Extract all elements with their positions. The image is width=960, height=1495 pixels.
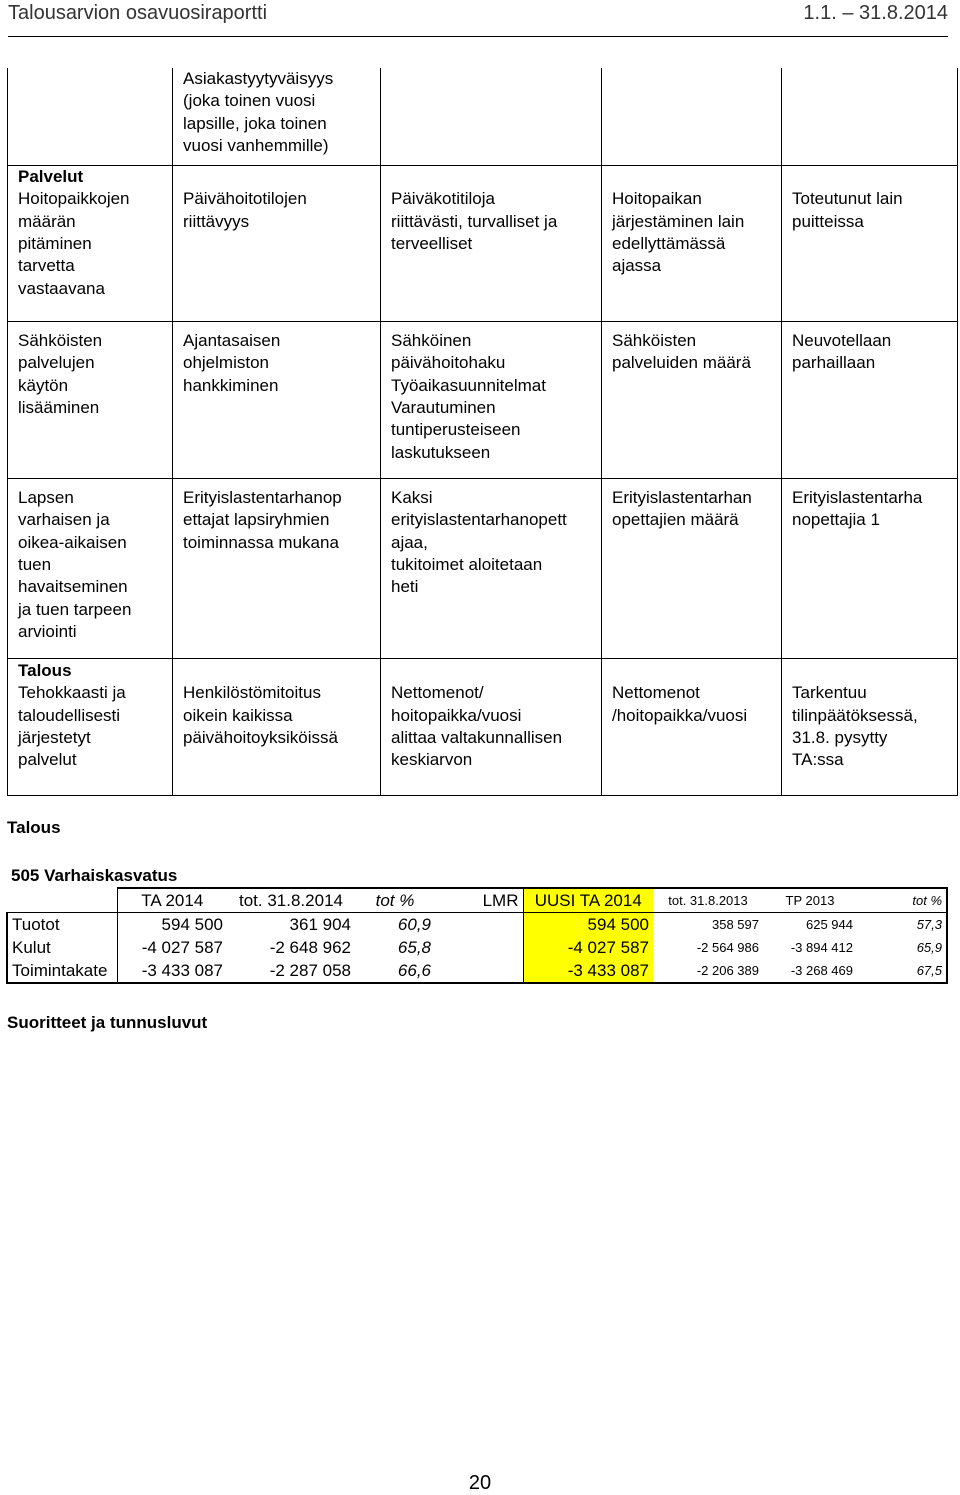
table-cell: Sähköisten palvelujen käytön lisääminen [8, 322, 173, 479]
budget-header-row [7, 888, 947, 913]
budget-col-header: tot. 31.8.2013 [653, 888, 763, 913]
suoritteet-heading: Suoritteet ja tunnusluvut [7, 1013, 208, 1032]
header-rule [8, 36, 948, 37]
table-cell: Talous Tehokkaasti ja taloudellisesti järjestetyt palvelut [8, 659, 173, 796]
table-cell: Erityislastentarhanop ettajat lapsiryhmien toiminnassa mukana [173, 479, 381, 659]
table-cell: Toteutunut lain puitteissa [782, 166, 958, 322]
table-cell: Nettomenot /hoitopaikka/vuosi [602, 659, 782, 796]
table-row [8, 659, 958, 796]
talous-heading: Talous [7, 818, 61, 837]
table-cell [381, 68, 602, 166]
table-cell [782, 68, 958, 166]
table-row [8, 166, 958, 322]
table-cell: Erityislastentarhan opettajien määrä [602, 479, 782, 659]
table-cell [602, 68, 782, 166]
table-row [8, 68, 958, 166]
table-cell: Kaksi erityislastentarhanopett ajaa, tukitoimet aloitetaan heti [381, 479, 602, 659]
section-heading-talous: Talous [18, 661, 72, 681]
budget-row: Tuotot 594 500 361 904 60,9 594 500 358 597 625 944 57,3 [7, 913, 947, 937]
table-cell: Henkilöstömitoitus oikein kaikissa päivähoitoyksiköissä [173, 659, 381, 796]
table-cell: Sähköinen päivähoitohaku Työaikasuunnitelmat Varautuminen tuntiperusteiseen laskutukseen [381, 322, 602, 479]
budget-row: Kulut -4 027 587 -2 648 962 65,8 -4 027 587 -2 564 986 -3 894 412 65,9 [7, 936, 947, 959]
table-cell: Neuvotellaan parhaillaan [782, 322, 958, 479]
report-title: Talousarvion osavuosiraportti [8, 2, 268, 24]
budget-col-header: tot. 31.8.2014 [227, 888, 355, 913]
table-cell: Päivähoitotilojen riittävyys [173, 166, 381, 322]
table-cell [8, 68, 173, 166]
budget-row: Toimintakate -3 433 087 -2 287 058 66,6 -3 433 087 -2 206 389 -3 268 469 67,5 [7, 959, 947, 983]
budget-table [6, 887, 948, 984]
table-cell: Sähköisten palveluiden määrä [602, 322, 782, 479]
table-cell: Asiakastyytyväisyys (joka toinen vuosi lapsille, joka toinen vuosi vanhemmille) [173, 68, 381, 166]
goals-table [7, 68, 958, 796]
table-cell: Päiväkotitiloja riittävästi, turvalliset ja terveelliset [381, 166, 602, 322]
table-cell: Hoitopaikan järjestäminen lain edellyttämässä ajassa [602, 166, 782, 322]
table-cell: Nettomenot/ hoitopaikka/vuosi alittaa valtakunnallisen keskiarvon [381, 659, 602, 796]
table-cell: Ajantasaisen ohjelmiston hankkiminen [173, 322, 381, 479]
section-heading-palvelut: Palvelut [18, 167, 84, 187]
budget-col-header: tot % [857, 888, 947, 913]
budget-col-header: TA 2014 [117, 888, 227, 913]
table-cell: Palvelut Hoitopaikkojen määrän pitäminen tarvetta vastaavana [8, 166, 173, 322]
budget-col-header: UUSI TA 2014 [523, 888, 653, 913]
table-cell: Tarkentuu tilinpäätöksessä, 31.8. pysytty TA:ssa [782, 659, 958, 796]
budget-col-header: LMR [435, 888, 523, 913]
budget-col-header: tot % [355, 888, 435, 913]
table-cell: Erityislastentarha nopettajia 1 [782, 479, 958, 659]
report-period: 1.1. – 31.8.2014 [803, 2, 948, 24]
page-header [8, 0, 948, 36]
page-number: 20 [468, 1472, 492, 1494]
budget-table-image [6, 866, 946, 986]
table-row [8, 322, 958, 479]
table-row [8, 479, 958, 659]
budget-col-header: TP 2013 [763, 888, 857, 913]
table-cell: Lapsen varhaisen ja oikea-aikaisen tuen havaitseminen ja tuen tarpeen arviointi [8, 479, 173, 659]
budget-title: 505 Varhaiskasvatus [11, 866, 178, 885]
